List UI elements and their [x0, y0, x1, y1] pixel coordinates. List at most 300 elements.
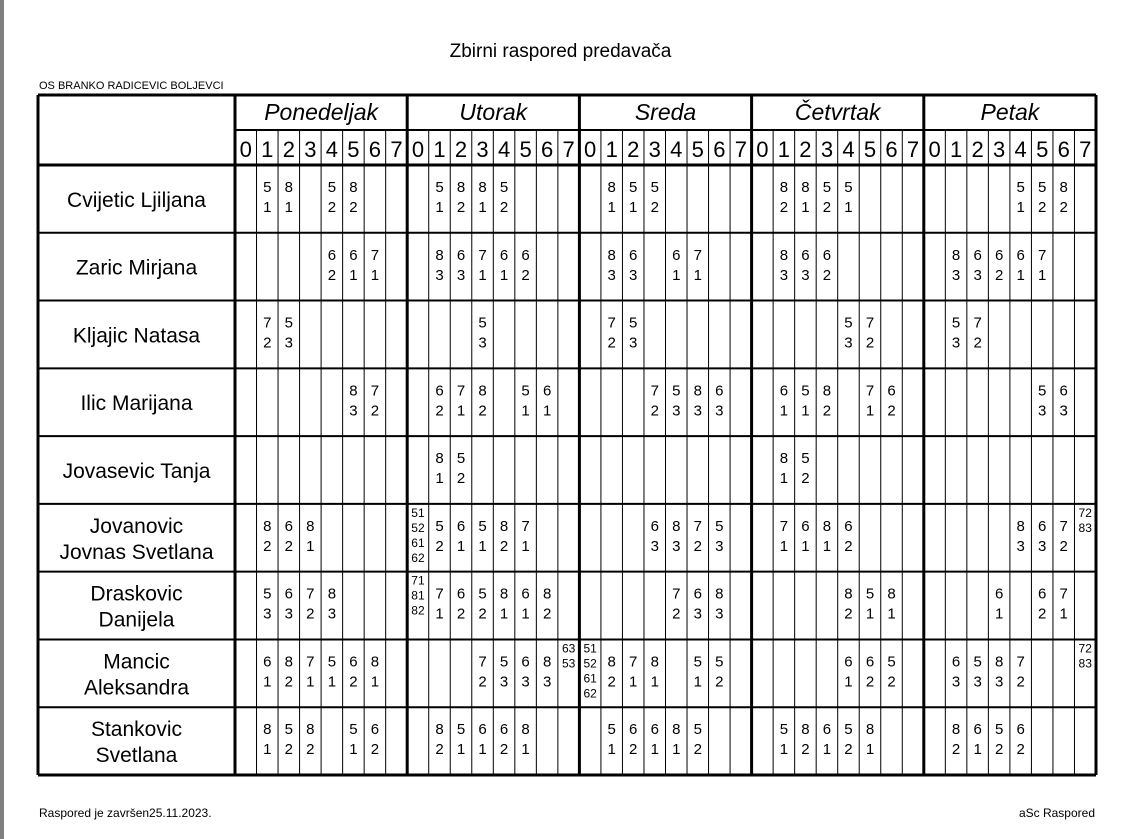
class-code: 2: [629, 741, 638, 759]
class-code: 1: [650, 741, 659, 759]
class-code: 1: [779, 470, 789, 488]
class-code: 6: [951, 653, 961, 671]
class-code: 1: [607, 741, 616, 759]
class-code: 8: [672, 517, 681, 535]
class-code: 5: [263, 179, 272, 196]
class-code: 5: [327, 179, 337, 196]
period-number: 1: [949, 137, 963, 162]
class-code: 2: [521, 266, 530, 284]
class-code: 5: [1038, 382, 1047, 400]
period-number: 0: [928, 137, 941, 162]
period-number: 0: [239, 137, 252, 162]
period-number: 7: [734, 137, 747, 162]
class-code: 1: [327, 673, 337, 691]
class-code: 3: [801, 266, 810, 284]
class-code: 2: [284, 673, 293, 691]
class-code: 3: [715, 402, 724, 420]
class-code: 1: [844, 673, 853, 691]
class-code: 2: [801, 470, 810, 488]
period-number: 5: [1036, 137, 1049, 162]
class-code: 3: [284, 334, 293, 352]
period-number: 2: [799, 137, 812, 162]
class-code: 8: [844, 585, 853, 603]
class-code: 2: [844, 605, 853, 623]
class-code: 1: [822, 741, 832, 759]
class-code: 8: [715, 585, 724, 603]
class-code: 5: [629, 314, 638, 332]
class-code: 1: [1016, 199, 1025, 216]
class-code: 2: [844, 741, 853, 759]
class-code: 6: [865, 653, 875, 671]
class-code: 7: [693, 517, 702, 535]
class-code: 8: [607, 179, 616, 196]
class-code: 6: [1038, 585, 1047, 603]
footer-app-name: aSc Raspored: [1018, 806, 1095, 820]
class-code: 8: [779, 246, 789, 264]
class-code: 6: [284, 517, 293, 535]
class-code: 1: [801, 402, 810, 420]
class-code: 6: [693, 585, 702, 603]
class-code: 5: [844, 314, 853, 332]
class-code: 2: [801, 741, 810, 759]
class-code: 8: [1016, 517, 1025, 535]
class-code: 3: [715, 537, 724, 555]
class-code: 1: [693, 673, 702, 691]
class-code: 5: [801, 382, 810, 400]
class-code: 62: [583, 686, 597, 701]
class-code: 7: [607, 314, 616, 332]
class-code: 2: [499, 537, 509, 555]
class-code: 51: [583, 641, 597, 656]
class-code: 6: [650, 517, 659, 535]
period-number: 7: [1079, 137, 1092, 162]
class-code: 2: [435, 537, 444, 555]
class-code: 2: [284, 537, 293, 555]
class-code: 6: [994, 585, 1004, 603]
class-code: 1: [887, 605, 896, 623]
class-code: 2: [370, 402, 380, 420]
class-code: 3: [521, 673, 530, 691]
class-code: 2: [1059, 537, 1068, 555]
class-code: 6: [521, 585, 530, 603]
class-code: 7: [521, 517, 530, 535]
teacher-name: Mancic: [103, 650, 170, 674]
class-code: 1: [521, 402, 530, 420]
class-code: 1: [801, 537, 810, 555]
class-code: 5: [456, 721, 466, 739]
period-number: 7: [562, 137, 575, 162]
class-code: 1: [973, 741, 982, 759]
class-code: 8: [478, 382, 487, 400]
class-code: 3: [994, 673, 1004, 691]
class-code: 6: [456, 517, 466, 535]
class-code: 5: [284, 314, 293, 332]
class-code: 2: [456, 470, 466, 488]
class-code: 2: [650, 199, 659, 216]
class-code: 2: [478, 402, 487, 420]
class-code: 3: [693, 605, 702, 623]
school-name: OS BRANKO RADICEVIC BOLJEVCI: [39, 80, 224, 92]
class-code: 3: [435, 266, 444, 284]
period-number: 5: [863, 137, 877, 162]
period-number: 4: [325, 137, 338, 162]
teacher-name: Cvijetic Ljiljana: [67, 188, 206, 212]
footer-completion-date: Raspored je završen25.11.2023.: [39, 806, 212, 820]
day-header: Utorak: [459, 99, 528, 125]
class-code: 1: [801, 199, 810, 216]
class-code: 5: [693, 721, 702, 739]
class-code: 2: [994, 741, 1004, 759]
class-code: 8: [693, 382, 702, 400]
class-code: 5: [349, 721, 358, 739]
class-code: 1: [263, 673, 272, 691]
class-code: 83: [1078, 520, 1092, 535]
class-code: 5: [650, 179, 659, 196]
class-code: 1: [1059, 605, 1068, 623]
class-code: 6: [994, 246, 1004, 264]
class-code: 7: [478, 246, 487, 264]
class-code: 6: [327, 246, 337, 264]
class-code: 8: [1059, 179, 1068, 196]
teacher-name: Jovnas Svetlana: [59, 540, 214, 564]
class-code: 1: [284, 199, 293, 216]
class-code: 3: [693, 402, 702, 420]
class-code: 8: [499, 517, 509, 535]
class-code: 3: [1038, 537, 1047, 555]
period-number: 7: [906, 137, 920, 162]
class-code: 6: [284, 585, 293, 603]
teacher-name: Aleksandra: [83, 676, 190, 700]
class-code: 63: [561, 641, 576, 656]
class-code: 2: [607, 334, 616, 352]
period-number: 1: [433, 137, 446, 162]
class-code: 8: [435, 721, 444, 739]
class-code: 8: [327, 585, 337, 603]
class-code: 8: [650, 653, 659, 671]
class-code: 2: [693, 741, 702, 759]
class-code: 6: [542, 382, 552, 400]
class-code: 1: [629, 199, 638, 216]
class-code: 1: [349, 741, 358, 759]
class-code: 5: [284, 721, 293, 739]
class-code: 3: [499, 673, 509, 691]
class-code: 53: [561, 656, 576, 671]
class-code: 3: [263, 605, 272, 623]
class-code: 8: [370, 653, 380, 671]
class-code: 6: [478, 721, 487, 739]
class-code: 8: [284, 653, 293, 671]
period-number: 4: [842, 137, 855, 162]
class-code: 6: [456, 246, 466, 264]
period-number: 5: [519, 137, 532, 162]
class-code: 8: [263, 517, 272, 535]
class-code: 6: [629, 246, 638, 264]
class-code: 7: [1059, 585, 1068, 603]
day-header: Ponedeljak: [264, 99, 379, 125]
class-code: 5: [779, 721, 789, 739]
class-code: 1: [521, 741, 530, 759]
class-code: 1: [478, 741, 487, 759]
period-number: 0: [411, 137, 425, 162]
class-code: 1: [865, 741, 875, 759]
class-code: 2: [1059, 199, 1068, 216]
class-code: 1: [478, 537, 487, 555]
class-code: 5: [478, 585, 487, 603]
class-code: 1: [478, 266, 487, 284]
class-code: 8: [542, 585, 552, 603]
period-number: 1: [777, 137, 791, 162]
class-code: 1: [693, 266, 702, 284]
class-code: 1: [499, 605, 509, 623]
class-code: 5: [801, 450, 810, 468]
class-code: 6: [1059, 382, 1068, 400]
teacher-name: Jovasevic Tanja: [62, 460, 211, 483]
class-code: 6: [801, 517, 810, 535]
class-code: 2: [306, 741, 315, 759]
class-code: 2: [973, 334, 982, 352]
class-code: 3: [542, 673, 552, 691]
class-code: 6: [499, 246, 509, 264]
class-code: 6: [349, 653, 358, 671]
period-number: 1: [605, 137, 618, 162]
class-code: 2: [370, 741, 380, 759]
class-code: 5: [435, 179, 444, 196]
class-code: 7: [865, 382, 875, 400]
class-code: 5: [715, 517, 724, 535]
class-code: 1: [263, 741, 272, 759]
class-code: 62: [411, 550, 425, 565]
class-code: 5: [1038, 179, 1047, 196]
class-code: 2: [779, 199, 789, 216]
class-code: 3: [715, 605, 724, 623]
class-code: 72: [1078, 641, 1092, 656]
class-code: 2: [994, 266, 1004, 284]
class-code: 8: [779, 450, 789, 468]
class-code: 6: [1016, 721, 1025, 739]
class-code: 81: [411, 588, 425, 603]
class-code: 61: [411, 535, 425, 550]
class-code: 2: [306, 605, 315, 623]
class-code: 3: [284, 605, 293, 623]
day-header: Četvrtak: [794, 99, 881, 125]
class-code: 5: [693, 653, 702, 671]
class-code: 82: [411, 603, 425, 618]
class-code: 1: [263, 199, 272, 216]
class-code: 8: [435, 246, 444, 264]
class-code: 2: [865, 334, 875, 352]
day-header: Sreda: [634, 99, 697, 125]
class-code: 1: [370, 673, 380, 691]
class-code: 8: [951, 721, 961, 739]
class-code: 8: [607, 653, 616, 671]
class-code: 2: [263, 334, 272, 352]
period-number: 0: [756, 137, 769, 162]
class-code: 6: [844, 653, 853, 671]
class-code: 1: [456, 537, 466, 555]
class-code: 7: [1059, 517, 1068, 535]
class-code: 1: [650, 673, 659, 691]
period-number: 2: [454, 137, 468, 162]
class-code: 7: [456, 382, 466, 400]
period-number: 2: [627, 137, 640, 162]
class-code: 3: [650, 537, 659, 555]
class-code: 5: [478, 314, 487, 332]
class-code: 6: [521, 653, 530, 671]
class-code: 1: [844, 199, 853, 216]
class-code: 6: [521, 246, 530, 264]
class-code: 7: [779, 517, 789, 535]
period-number: 4: [1014, 137, 1027, 162]
class-code: 3: [1038, 402, 1047, 420]
period-number: 5: [691, 137, 704, 162]
class-code: 6: [801, 246, 810, 264]
class-code: 6: [1016, 246, 1025, 264]
period-number: 4: [497, 137, 511, 162]
class-code: 1: [672, 741, 681, 759]
class-code: 5: [607, 721, 616, 739]
teacher-name: Ilic Marijana: [80, 392, 193, 416]
class-code: 5: [499, 179, 509, 196]
class-code: 8: [994, 653, 1004, 671]
class-code: 7: [263, 314, 272, 332]
period-number: 4: [670, 137, 683, 162]
class-code: 6: [973, 246, 982, 264]
class-code: 5: [435, 517, 444, 535]
class-code: 3: [672, 402, 681, 420]
class-code: 6: [650, 721, 659, 739]
class-code: 2: [715, 673, 724, 691]
class-code: 1: [779, 537, 789, 555]
class-code: 1: [435, 199, 444, 216]
class-code: 5: [521, 382, 530, 400]
class-code: 8: [456, 179, 466, 196]
class-code: 5: [973, 653, 982, 671]
teacher-name: Kljajic Natasa: [72, 324, 201, 348]
class-code: 8: [349, 179, 358, 196]
class-code: 1: [521, 537, 530, 555]
class-code: 5: [887, 653, 896, 671]
class-code: 2: [478, 605, 487, 623]
class-code: 5: [994, 721, 1004, 739]
class-code: 5: [844, 721, 853, 739]
class-code: 1: [822, 537, 832, 555]
class-code: 1: [779, 402, 789, 420]
class-code: 6: [370, 721, 380, 739]
class-code: 2: [1038, 605, 1047, 623]
class-code: 3: [779, 266, 789, 284]
teacher-name: Zaric Mirjana: [75, 256, 198, 280]
class-code: 6: [456, 585, 466, 603]
class-code: 6: [263, 653, 272, 671]
class-code: 2: [887, 402, 896, 420]
class-code: 8: [801, 721, 810, 739]
period-number: 6: [368, 137, 382, 162]
period-number: 6: [1057, 137, 1070, 162]
class-code: 2: [263, 537, 272, 555]
class-code: 5: [499, 653, 509, 671]
class-code: 72: [1078, 505, 1092, 520]
class-code: 1: [629, 673, 638, 691]
period-number: 3: [476, 137, 489, 162]
class-code: 2: [1016, 741, 1025, 759]
class-code: 3: [672, 537, 681, 555]
class-code: 8: [263, 721, 272, 739]
class-code: 52: [583, 656, 597, 671]
class-code: 8: [284, 179, 293, 196]
class-code: 2: [650, 402, 659, 420]
class-code: 1: [349, 266, 358, 284]
class-code: 6: [349, 246, 358, 264]
class-code: 8: [521, 721, 530, 739]
class-code: 3: [629, 266, 638, 284]
class-code: 6: [844, 517, 853, 535]
class-code: 2: [456, 605, 466, 623]
class-code: 7: [435, 585, 444, 603]
class-code: 1: [499, 266, 509, 284]
class-code: 1: [306, 673, 315, 691]
class-code: 1: [1038, 266, 1047, 284]
class-code: 1: [779, 741, 789, 759]
class-code: 7: [650, 382, 659, 400]
class-code: 5: [951, 314, 961, 332]
class-code: 2: [672, 605, 681, 623]
class-code: 7: [1016, 653, 1025, 671]
teacher-name: Svetlana: [95, 744, 178, 768]
class-code: 1: [370, 266, 380, 284]
class-code: 2: [478, 673, 487, 691]
class-code: 8: [306, 721, 315, 739]
class-code: 6: [822, 721, 832, 739]
teacher-name: Jovanovic: [89, 514, 184, 538]
class-code: 8: [306, 517, 315, 535]
class-code: 2: [327, 266, 337, 284]
class-code: 1: [994, 605, 1004, 623]
class-code: 6: [1038, 517, 1047, 535]
day-header: Petak: [980, 99, 1040, 125]
class-code: 8: [887, 585, 896, 603]
period-number: 2: [282, 137, 295, 162]
class-code: 6: [973, 721, 982, 739]
class-code: 8: [951, 246, 961, 264]
class-code: 7: [865, 314, 875, 332]
period-number: 5: [347, 137, 360, 162]
class-code: 1: [456, 741, 466, 759]
class-code: 7: [672, 585, 681, 603]
class-code: 7: [306, 585, 315, 603]
class-code: 5: [865, 585, 875, 603]
class-code: 7: [693, 246, 702, 264]
class-code: 2: [887, 673, 896, 691]
class-code: 7: [306, 653, 315, 671]
class-code: 5: [629, 179, 638, 196]
class-code: 3: [327, 605, 337, 623]
period-number: 6: [713, 137, 726, 162]
class-code: 8: [607, 246, 616, 264]
class-code: 8: [865, 721, 875, 739]
class-code: 3: [629, 334, 638, 352]
class-code: 2: [693, 537, 702, 555]
class-code: 8: [672, 721, 681, 739]
class-code: 7: [1038, 246, 1047, 264]
class-code: 7: [370, 246, 380, 264]
class-code: 61: [583, 671, 597, 686]
class-code: 5: [263, 585, 272, 603]
period-number: 3: [820, 137, 834, 162]
class-code: 1: [865, 402, 875, 420]
class-code: 3: [478, 334, 487, 352]
class-code: 5: [1016, 179, 1025, 196]
period-number: 3: [648, 137, 661, 162]
